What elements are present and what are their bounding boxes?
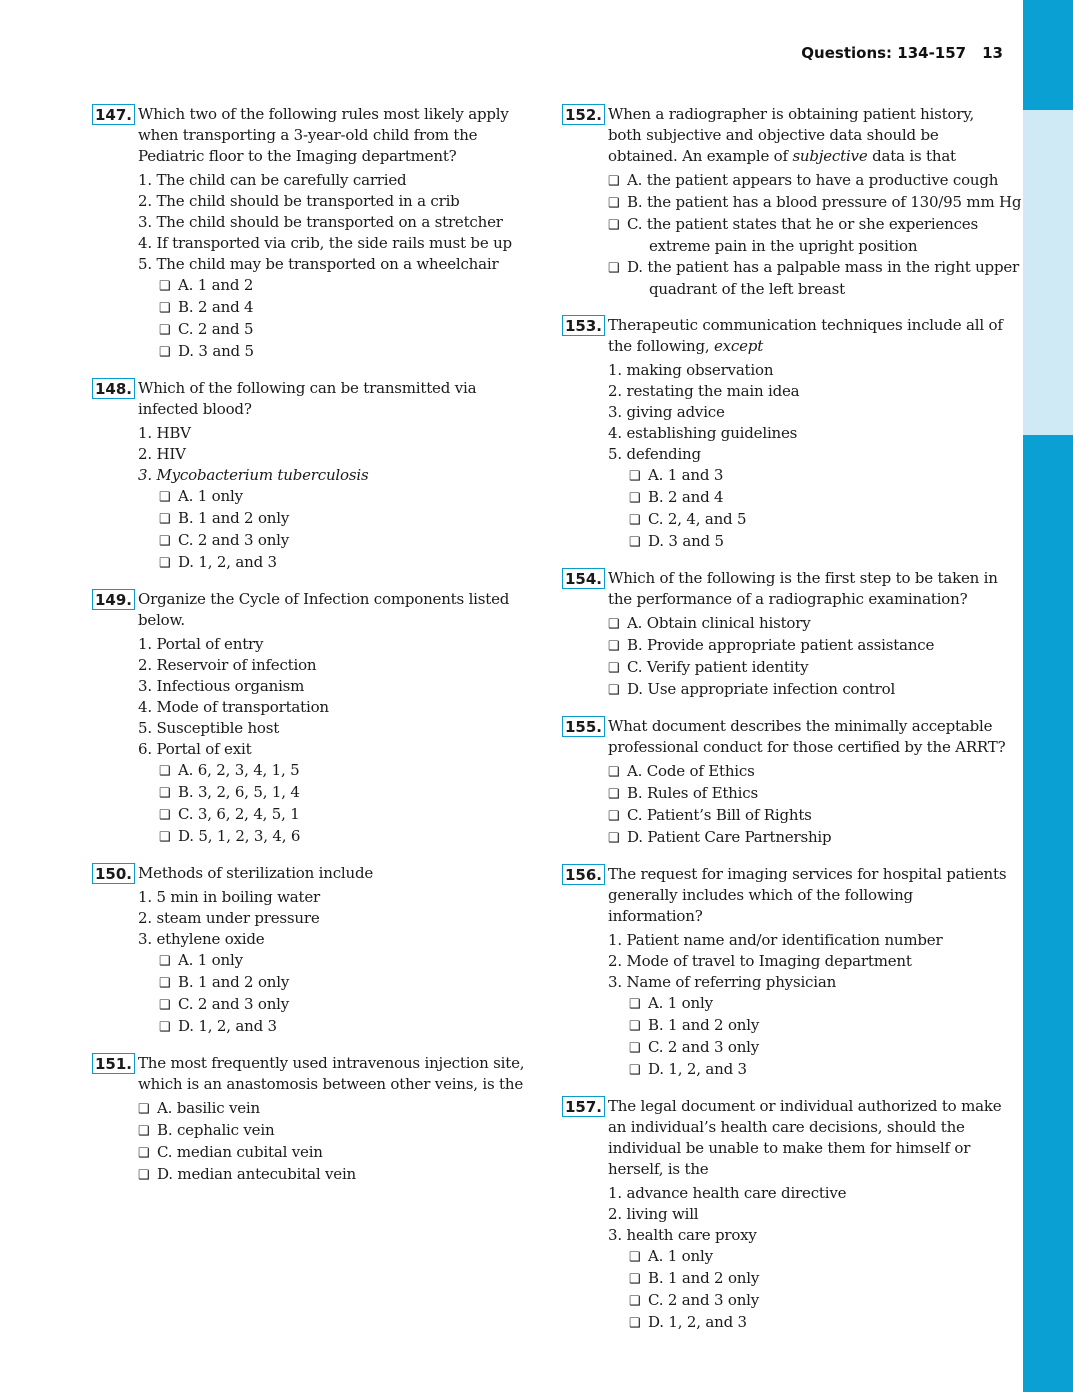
list-item: 2. Reservoir of infection [138,656,317,674]
checkbox-icon[interactable]: ❑ [608,831,620,846]
answer-option[interactable] [159,972,540,994]
list-item: 1. The child can be carefully carried [138,171,407,189]
list-item: 3. Infectious organism [138,677,305,695]
left-column [90,104,540,1201]
question-number: 147. [92,104,135,125]
question-stem: The legal document or individual authorized to make an individual’s health care decisions, should the individual be unable to make them for himself or herself, is the [608,1097,1002,1178]
list-item: 3. Mycobacterium tuberculosis [138,466,369,484]
option-text: C. 2 and 3 only [648,1291,760,1309]
checkbox-icon[interactable]: ❑ [608,639,620,654]
answer-option[interactable] [138,1164,540,1186]
checkbox-icon[interactable]: ❑ [608,787,620,802]
checkbox-icon[interactable]: ❑ [159,279,171,294]
checkbox-icon[interactable]: ❑ [159,345,171,360]
checkbox-icon[interactable]: ❑ [159,808,171,823]
answer-option[interactable] [159,950,540,972]
checkbox-icon[interactable]: ❑ [159,786,171,801]
checkbox-icon[interactable]: ❑ [608,218,620,233]
answer-options [138,1098,540,1186]
answer-option[interactable] [159,319,540,341]
answer-option[interactable] [159,826,540,848]
question-number: 149. [92,589,135,610]
list-item: 3. The child should be transported on a stretcher [138,213,503,231]
option-text: A. 6, 2, 3, 4, 1, 5 [178,761,300,779]
checkbox-icon[interactable]: ❑ [159,1020,171,1035]
option-text: B. 2 and 4 [178,298,254,316]
question-154 [560,568,1010,701]
question-stem [608,315,1010,357]
list-item: 1. making observation [608,361,774,379]
option-continuation: extreme pain in the upright position [649,237,918,255]
answer-option[interactable] [629,531,1010,553]
option-text: B. 3, 2, 6, 5, 1, 4 [178,783,300,801]
checkbox-icon[interactable]: ❑ [159,534,171,549]
checkbox-icon[interactable]: ❑ [629,469,641,484]
checkbox-icon[interactable]: ❑ [608,617,620,632]
question-stem: What document describes the minimally acceptable professional conduct for those certified by the ARRT? [608,717,1006,756]
question-153 [560,315,1010,553]
checkbox-icon[interactable]: ❑ [608,809,620,824]
list-item: 2. HIV [138,445,186,463]
checkbox-icon[interactable]: ❑ [608,196,620,211]
option-text: A. 1 only [178,951,243,969]
chapter-tab-highlight [1023,110,1073,435]
stem-emphasis: except [713,337,764,355]
answer-option[interactable] [608,827,1010,849]
answer-option[interactable] [159,297,540,319]
option-text: D. median antecubital vein [157,1165,357,1183]
option-text: D. 5, 1, 2, 3, 4, 6 [178,827,301,845]
option-text: D. 1, 2, and 3 [648,1060,747,1078]
option-text: A. Obtain clinical history [627,614,811,632]
option-text: B. the patient has a blood pressure of 130/95 mm Hg [627,193,1022,211]
answer-options [159,486,540,574]
question-number: 157. [562,1096,605,1117]
answer-option[interactable] [159,530,540,552]
option-text: D. the patient has a palpable mass in the right upper [627,258,1020,276]
option-text: A. the patient appears to have a productive cough [627,171,999,189]
list-item: 3. health care proxy [608,1226,757,1244]
list-item: 6. Portal of exit [138,740,252,758]
question-range: Questions: 134-157 [801,44,967,62]
stem-text: When a radiographer is obtaining patient history, both subjective and objective data should be obtained. An example of [608,105,975,165]
answer-options [608,761,1010,849]
question-number: 148. [92,378,135,399]
checkbox-icon[interactable]: ❑ [629,1272,641,1287]
answer-option[interactable] [159,486,540,508]
answer-option[interactable] [159,804,540,826]
question-number: 156. [562,864,605,885]
answer-option[interactable] [159,994,540,1016]
stem-emphasis: subjective [792,147,868,165]
question-stem [608,104,1010,167]
answer-option[interactable] [159,275,540,297]
question-155 [560,716,1010,849]
question-150 [90,863,540,1038]
list-item: 2. living will [608,1205,699,1223]
answer-option[interactable] [608,679,1010,701]
option-text: A. 1 and 3 [648,466,724,484]
answer-option[interactable] [608,170,1010,192]
checkbox-icon[interactable]: ❑ [159,490,171,505]
question-stem: Organize the Cycle of Infection components listed below. [138,590,510,629]
checkbox-icon[interactable]: ❑ [608,261,620,276]
checkbox-icon[interactable]: ❑ [629,1294,641,1309]
list-item: 1. 5 min in boiling water [138,888,320,906]
option-text: D. 1, 2, and 3 [178,553,277,571]
option-text: D. 1, 2, and 3 [648,1313,747,1331]
page-number: 13 [982,44,1003,62]
right-column [560,104,1022,1349]
answer-options [159,950,540,1038]
checkbox-icon[interactable]: ❑ [138,1146,150,1161]
option-text: B. Rules of Ethics [627,784,758,802]
question-148 [90,378,540,574]
list-item: 3. giving advice [608,403,725,421]
statement-list [138,634,540,760]
question-stem: The request for imaging services for hospital patients generally includes which of the following information? [608,865,1007,925]
answer-option[interactable] [629,1059,1010,1081]
checkbox-icon[interactable]: ❑ [629,1063,641,1078]
checkbox-icon[interactable]: ❑ [159,976,171,991]
checkbox-icon[interactable]: ❑ [159,301,171,316]
option-text: D. 3 and 5 [178,342,254,360]
option-text: C. Patient’s Bill of Rights [627,806,812,824]
statement-list [608,360,1010,465]
question-stem: Methods of sterilization include [138,864,374,882]
option-text: A. 1 only [648,994,713,1012]
option-text: B. 1 and 2 only [178,973,290,991]
answer-option[interactable] [629,465,1010,487]
answer-option[interactable] [608,214,1010,236]
question-number: 155. [562,716,605,737]
checkbox-icon[interactable]: ❑ [159,954,171,969]
option-text: D. 1, 2, and 3 [178,1017,277,1035]
checkbox-icon[interactable]: ❑ [629,1316,641,1331]
option-text: C. 2 and 3 only [178,995,290,1013]
option-text: A. 1 only [178,487,243,505]
list-item: 1. HBV [138,424,191,442]
list-item: 5. defending [608,445,701,463]
list-item: 5. Susceptible host [138,719,280,737]
checkbox-icon[interactable]: ❑ [159,764,171,779]
answer-option[interactable] [138,1142,540,1164]
list-item: 1. Patient name and/or identification number [608,931,943,949]
option-text: C. 2, 4, and 5 [648,510,747,528]
list-item: 2. steam under pressure [138,909,320,927]
answer-option[interactable] [159,1016,540,1038]
list-item: 5. The child may be transported on a wheelchair [138,255,499,273]
answer-option[interactable] [608,613,1010,635]
checkbox-icon[interactable]: ❑ [159,512,171,527]
option-text: A. 1 and 2 [178,276,254,294]
option-text: C. Verify patient identity [627,658,809,676]
stem-text: Therapeutic communication techniques include all of the following, [608,316,1003,355]
checkbox-icon[interactable]: ❑ [608,765,620,780]
question-stem: The most frequently used intravenous injection site, which is an anastomosis between other veins, is the [138,1054,525,1093]
running-header [801,44,1003,62]
answer-option[interactable] [629,993,1010,1015]
question-number: 151. [92,1053,135,1074]
answer-option[interactable] [608,257,1020,279]
checkbox-icon[interactable]: ❑ [629,1250,641,1265]
answer-option[interactable] [629,1015,1010,1037]
answer-option[interactable] [159,552,540,574]
option-text: A. 1 only [648,1247,713,1265]
list-item: 1. Portal of entry [138,635,264,653]
answer-option[interactable] [138,1098,540,1120]
answer-options [629,993,1010,1081]
option-text: A. Code of Ethics [627,762,755,780]
list-item: 4. If transported via crib, the side rails must be up [138,234,512,252]
checkbox-icon[interactable]: ❑ [608,683,620,698]
option-text: C. 2 and 5 [178,320,254,338]
question-151 [90,1053,540,1186]
option-text: C. 2 and 3 only [648,1038,760,1056]
checkbox-icon[interactable]: ❑ [138,1168,150,1183]
answer-options [159,760,540,848]
checkbox-icon[interactable]: ❑ [629,535,641,550]
statement-list [138,170,540,275]
statement-list [608,930,1010,993]
answer-option[interactable] [159,508,540,530]
stem-text: data is that [867,147,956,165]
question-147 [90,104,540,363]
answer-options [629,1246,1010,1334]
checkbox-icon[interactable]: ❑ [138,1102,150,1117]
option-text: D. 3 and 5 [648,532,724,550]
answer-option[interactable] [608,761,1010,783]
answer-option[interactable] [629,487,1010,509]
checkbox-icon[interactable]: ❑ [629,997,641,1012]
option-text: B. Provide appropriate patient assistance [627,636,935,654]
list-item: 2. The child should be transported in a crib [138,192,460,210]
answer-option[interactable] [159,341,540,363]
checkbox-icon[interactable]: ❑ [608,661,620,676]
list-item: 2. Mode of travel to Imaging department [608,952,912,970]
answer-option[interactable] [608,635,1010,657]
checkbox-icon[interactable]: ❑ [159,323,171,338]
option-text: C. median cubital vein [157,1143,323,1161]
answer-option[interactable] [138,1120,540,1142]
answer-option[interactable] [629,1268,1010,1290]
option-text: B. 1 and 2 only [648,1269,760,1287]
question-152 [560,104,1022,300]
answer-options [629,465,1010,553]
answer-option[interactable] [159,782,540,804]
answer-option[interactable] [159,760,540,782]
statement-list [138,423,540,486]
answer-option[interactable] [629,1290,1010,1312]
list-item: 3. Name of referring physician [608,973,837,991]
answer-option[interactable] [629,1246,1010,1268]
checkbox-icon[interactable]: ❑ [629,513,641,528]
checkbox-icon[interactable]: ❑ [138,1124,150,1139]
question-number: 150. [92,863,135,884]
checkbox-icon[interactable]: ❑ [629,1019,641,1034]
checkbox-icon[interactable]: ❑ [159,556,171,571]
question-stem: Which two of the following rules most likely apply when transporting a 3-year-old child from the Pediatric floor to the Imaging department? [138,105,509,165]
question-156 [560,864,1010,1081]
question-number: 153. [562,315,605,336]
option-continuation: quadrant of the left breast [649,280,846,298]
list-item: 4. Mode of transportation [138,698,329,716]
answer-option[interactable] [608,805,1010,827]
statement-list [608,1183,1010,1246]
question-number: 154. [562,568,605,589]
option-text: C. the patient states that he or she experiences [627,215,978,233]
option-text: B. 1 and 2 only [648,1016,760,1034]
option-text: A. basilic vein [157,1099,260,1117]
list-item: 4. establishing guidelines [608,424,798,442]
option-text: D. Use appropriate infection control [627,680,896,698]
answer-option[interactable] [629,1037,1010,1059]
answer-option[interactable] [629,1312,1010,1334]
answer-options [608,170,1022,300]
answer-option[interactable] [608,783,1010,805]
list-item: 2. restating the main idea [608,382,800,400]
question-stem: Which of the following can be transmitted via infected blood? [138,379,477,418]
checkbox-icon[interactable]: ❑ [159,998,171,1013]
checkbox-icon[interactable]: ❑ [159,830,171,845]
answer-option[interactable] [629,509,1010,531]
question-149 [90,589,540,848]
list-item: 3. ethylene oxide [138,930,265,948]
option-text: B. 2 and 4 [648,488,724,506]
option-text: C. 2 and 3 only [178,531,290,549]
question-157 [560,1096,1010,1334]
answer-option[interactable] [608,657,1010,679]
checkbox-icon[interactable]: ❑ [629,491,641,506]
list-item: 1. advance health care directive [608,1184,847,1202]
option-text: C. 3, 6, 2, 4, 5, 1 [178,805,300,823]
question-stem: Which of the following is the first step to be taken in the performance of a radiographic examination? [608,569,998,608]
statement-list [138,887,540,950]
question-number: 152. [562,104,605,125]
option-text: B. 1 and 2 only [178,509,290,527]
checkbox-icon[interactable]: ❑ [608,174,620,189]
answer-options [159,275,540,363]
option-text: D. Patient Care Partnership [627,828,832,846]
answer-options [608,613,1010,701]
answer-option[interactable] [608,192,1022,214]
option-text: B. cephalic vein [157,1121,275,1139]
checkbox-icon[interactable]: ❑ [629,1041,641,1056]
